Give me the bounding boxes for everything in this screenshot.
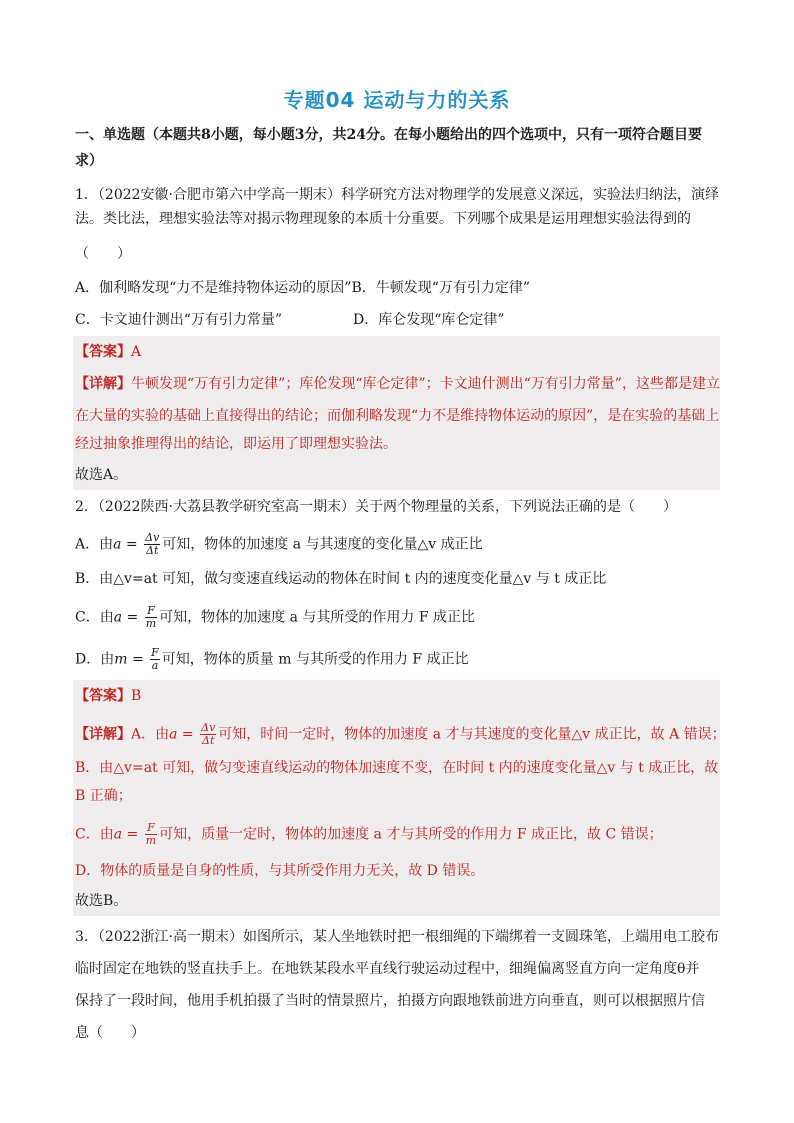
q2-option-a: A．由a = $\frac{\Delta v}{\Delta t}$ 可知，物体的加速度 a 与其速度的变化量△v 成正比 (75, 531, 483, 557)
q1-conclusion: 故选A。 (75, 467, 128, 483)
detail-tag: 【详解】 (75, 726, 131, 743)
q2-stem: 2．（2022陕西·大荔县教学研究室高一期末）关于两个物理量的关系，下列说法正确的是（ ） (75, 499, 677, 515)
q3-stem-line-1: 3．（2022浙江·高一期末）如图所示，某人坐地铁时把一根细绳的下端绑着一支圆珠笔，上端用电工胶布 (75, 929, 719, 945)
q1-option-d: D．库仑发现“库仑定律” (353, 312, 505, 328)
q2-option-c: C．由a = $\frac{F}{m}$ 可知，物体的加速度 a 与其所受的作用力 F 成正比 (75, 604, 476, 630)
page-title: 专题04 运动与力的关系 (283, 88, 511, 112)
q3-stem-line-2: 临时固定在地铁的竖直扶手上。在地铁某段水平直线行驶运动过程中，细绳偏离竖直方向一定角度θ并 (75, 961, 700, 977)
q3-stem-line-4: 息（ ） (75, 1025, 145, 1041)
q2-conclusion: 故选B。 (75, 893, 128, 909)
q2-detail-b-1: B．由△v=at 可知，做匀变速直线运动的物体加速度不变，在时间 t 内的速度变化量△v 与 t 成正比，故 (75, 760, 719, 776)
fraction-dv-dt: $\frac{\Delta v}{\Delta t}$ (145, 531, 160, 557)
fraction-f-m: $\frac{F}{m}$ (145, 604, 157, 630)
answer-tag: 【答案】 (75, 344, 131, 360)
detail-tag: 【详解】 (75, 376, 131, 392)
fraction-f-m: $\frac{F}{m}$ (145, 821, 157, 847)
q2-detail-b-2: B 正确； (75, 788, 132, 804)
q2-detail-d: D．物体的质量是自身的性质，与其所受作用力无关，故 D 错误。 (75, 863, 485, 879)
q2-answer: B (131, 688, 142, 704)
q3-stem-line-3: 保持了一段时间，他用手机拍摄了当时的情景照片，拍摄方向跟地铁前进方向垂直，则可以根据照片信 (75, 993, 705, 1009)
q1-stem-line-3: （ ） (75, 246, 131, 262)
q1-option-b: B．牛顿发现“万有引力定律” (351, 280, 531, 296)
q1-options-row-2 (75, 309, 720, 331)
q1-answer-block (73, 336, 720, 490)
q1-answer-line (75, 341, 720, 363)
q1-detail-line-3: 经过抽象推理得出的结论，即运用了即理想实验法。 (75, 436, 397, 452)
section-heading-cont: 求） (75, 153, 103, 169)
q1-stem-line-1: 1．（2022安徽·合肥市第六中学高一期末）科学研究方法对物理学的发展意义深远，实验法归纳法，演绎 (75, 187, 719, 203)
q2-detail-a: 【详解】A．由a = $\frac{\Delta v}{\Delta t}$ 可知，时间一定时，物体的加速度 a 才与其速度的变化量△v 成正比，故 A 错误； (75, 721, 726, 747)
section-heading: 一、单选题（本题共8小题，每小题3分，共24分。在每小题给出的四个选项中，只有一项符合题目要 (75, 127, 702, 143)
q1-answer: A (131, 344, 142, 360)
q1-stem-line-2: 法。类比法，理想实验法等对揭示物理现象的本质十分重要。下列哪个成果是运用理想实验法得到的 (75, 211, 691, 227)
q1-detail-line-2: 在大量的实验的基础上直接得出的结论；而伽利略发现“力不是维持物体运动的原因”，是在实验的基础上 (75, 408, 720, 424)
fraction-f-a: $\frac{F}{a}$ (151, 646, 159, 672)
q1-options-row-1 (75, 277, 720, 299)
q1-option-a: A．伽利略发现“力不是维持物体运动的原因” (75, 280, 352, 296)
q2-answer-block (73, 680, 726, 916)
q1-option-c: C．卡文迪什测出“万有引力常量” (75, 312, 283, 328)
q1-detail-line-1: 【详解】牛顿发现“万有引力定律”；库伦发现“库仑定律”；卡文迪什测出“万有引力常量”，这些都是建立 (75, 376, 720, 392)
q2-option-d: D．由m = $\frac{F}{a}$ 可知，物体的质量 m 与其所受的作用力 F 成正比 (75, 646, 469, 672)
answer-tag: 【答案】 (75, 688, 131, 704)
q2-detail-c: C．由a = $\frac{F}{m}$ 可知，质量一定时，物体的加速度 a 才与其所受的作用力 F 成正比，故 C 错误； (75, 821, 663, 847)
q2-answer-line (75, 685, 720, 707)
q2-option-b: B．由△v=at 可知，做匀变速直线运动的物体在时间 t 内的速度变化量△v 与 t 成正比 (75, 571, 607, 587)
fraction-dv-dt: $\frac{\Delta v}{\Delta t}$ (201, 721, 216, 747)
